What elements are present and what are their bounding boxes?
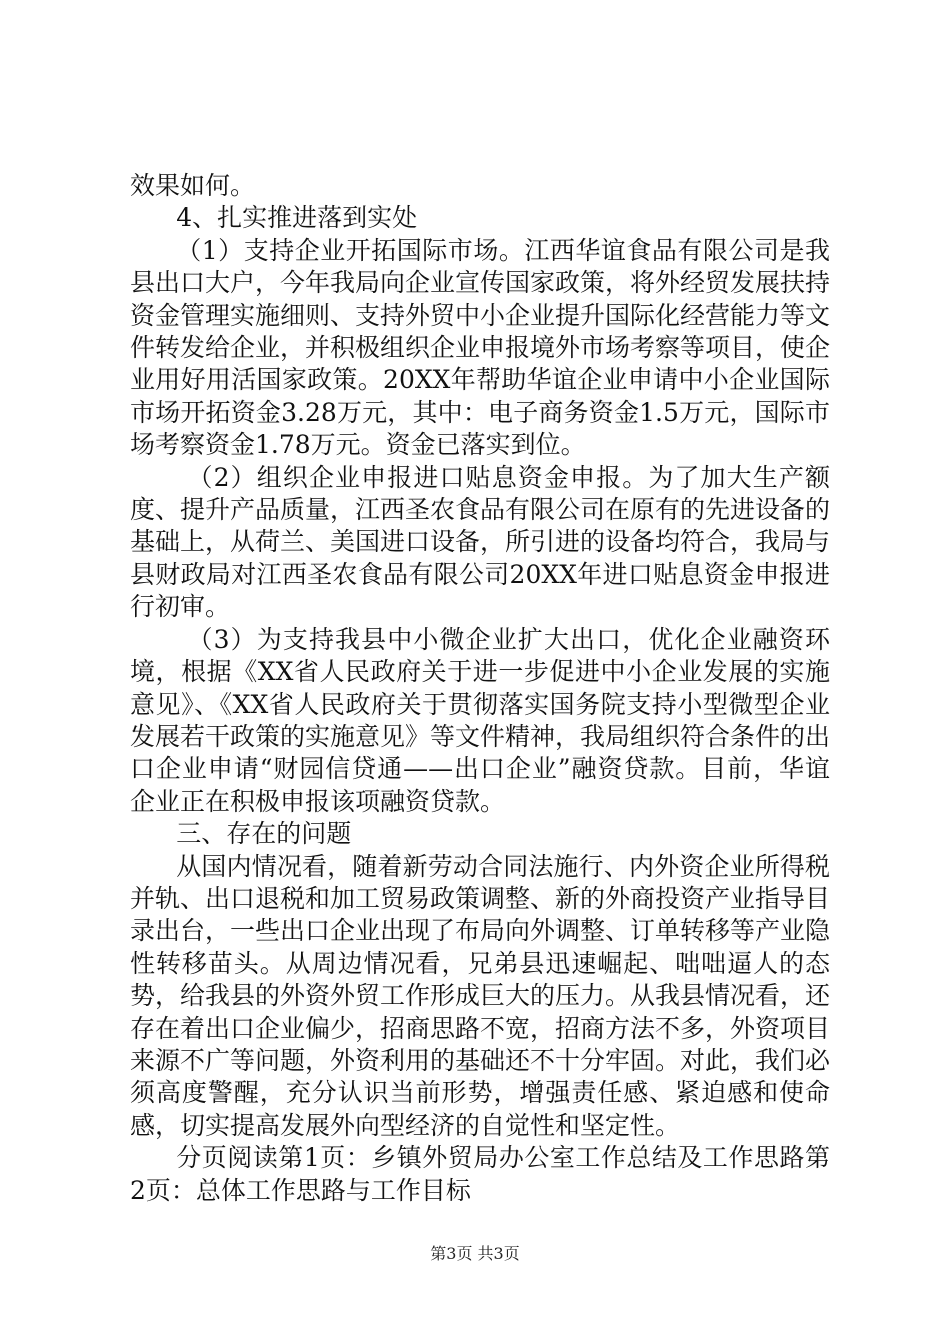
paragraph-continuation: 效果如何。 xyxy=(130,171,256,200)
section-heading-3: 三、存在的问题 xyxy=(176,819,352,849)
page-footer xyxy=(0,1244,950,1264)
paragraph-problems: 从国内情况看，随着新劳动合同法施行、内外资企业所得税并轨、出口退税和加工贸易政策调整、新的外商投资产业指导目录出台，一些出口企业出现了布局向外调整、订单转移等产业隐性转移苗头。从周边情况看，兄弟县迅速崛起、咄咄逼人的态势，给我县的外资外贸工作形成巨大的压力。从我县情况看，还存在着出口企业偏少，招商思路不宽，招商方法不多，外资项目来源不广等问题，外资利用的基础还不十分牢固。对此，我们必须高度警醒，充分认识当前形势，增强责任感、紧迫感和使命感，切实提高发展外向型经济的自觉性和坚定性。 xyxy=(130,851,831,1140)
paragraph-item-3: （3）为支持我县中小微企业扩大出口，优化企业融资环境，根据《XX省人民政府关于进一步促进中小企业发展的实施意见》、《XX省人民政府关于贯彻落实国务院支持小型微型企业发展若干政策的实施意见》等文件精神，我局组织符合条件的出口企业申请“财园信贷通——出口企业”融资贷款。目前，华谊企业正在积极申报该项融资贷款。 xyxy=(130,624,831,816)
section-heading-4: 4、扎实推进落到实处 xyxy=(176,203,418,233)
paragraph-item-2: （2）组织企业申报进口贴息资金申报。为了加大生产额度、提升产品质量，江西圣农食品有限公司在原有的先进设备的基础上，从荷兰、美国进口设备，所引进的设备均符合，我局与县财政局对江西圣农食品有限公司20XX年进口贴息资金申报进行初审。 xyxy=(130,462,831,622)
document-body xyxy=(130,170,830,1207)
paragraph-item-1: （1）支持企业开拓国际市场。江西华谊食品有限公司是我县出口大户，今年我局向企业宣传国家政策，将外经贸发展扶持资金管理实施细则、支持外贸中小企业提升国际化经营能力等文件转发给企业，并积极组织企业申报境外市场考察等项目，使企业用好用活国家政策。20XX年帮助华谊企业申请中小企业国际市场开拓资金3.28万元，其中：电子商务资金1.5万元，国际市场考察资金1.78万元。资金已落实到位。 xyxy=(130,235,831,460)
page-number: 第3页 共3页 xyxy=(430,1244,520,1263)
pagination-links[interactable]: 分页阅读第1页：乡镇外贸局办公室工作总结及工作思路第2页：总体工作思路与工作目标 xyxy=(130,1143,830,1205)
